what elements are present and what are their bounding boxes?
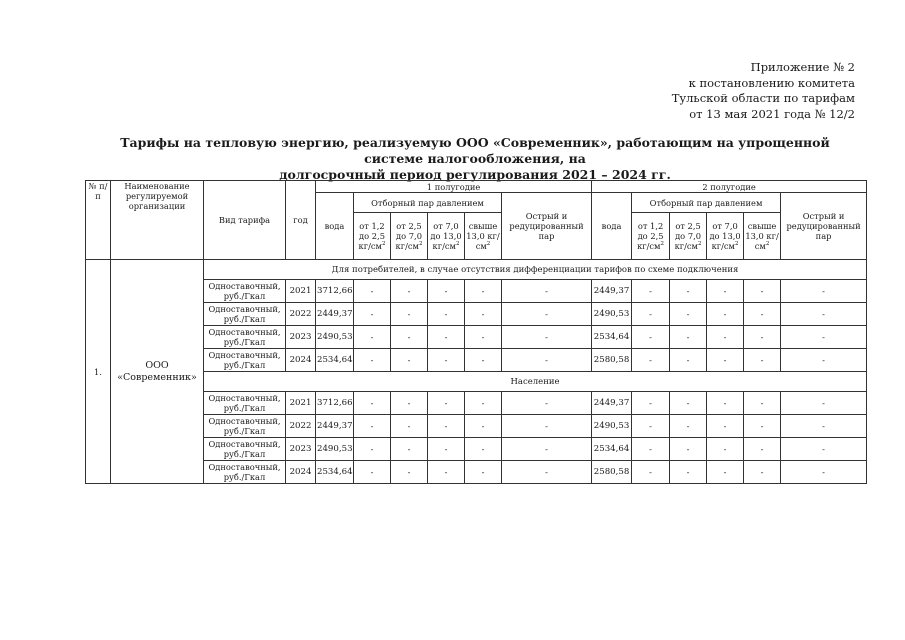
empty-dash-cell: - [391,303,428,326]
header-p2-2: от 2,5 до 7,0 $кг/см^2$ [670,213,707,260]
empty-dash-cell: - [428,303,465,326]
empty-dash-cell: - [744,392,781,415]
empty-dash-cell: - [707,461,744,484]
header-steam-2: Отборный пар давлением [632,193,781,213]
water-tariff-half-2: 2490,53 [592,415,632,438]
empty-dash-cell: - [428,392,465,415]
tariff-type-cell [204,438,286,461]
table-row [86,280,867,303]
water-tariff-half-1: 3712,66 [316,392,354,415]
empty-dash-cell: - [502,392,592,415]
tariff-table [85,180,867,484]
empty-dash-cell: - [465,392,502,415]
empty-dash-cell: - [670,326,707,349]
header-half-1: 1 полугодие [316,181,592,193]
empty-dash-cell: - [744,349,781,372]
empty-dash-cell: - [781,349,867,372]
empty-dash-cell: - [391,349,428,372]
empty-dash-cell: - [391,392,428,415]
empty-dash-cell: - [428,438,465,461]
appendix-line-4: от 13 мая 2021 года № 12/2 [689,106,855,121]
empty-dash-cell: - [465,280,502,303]
header-p4-1: свыше 13,0 $кг/см^2$ [465,213,502,260]
empty-dash-cell: - [744,461,781,484]
empty-dash-cell: - [744,415,781,438]
tariff-type-cell [204,326,286,349]
empty-dash-cell: - [781,461,867,484]
empty-dash-cell: - [502,438,592,461]
empty-dash-cell: - [391,461,428,484]
tariff-type-line-2: руб./Гкал [223,449,266,459]
header-year: год [286,181,316,260]
tariff-type-line-1: Одноставочный, [208,462,281,472]
empty-dash-cell: - [428,415,465,438]
water-tariff-half-2: 2580,58 [592,461,632,484]
empty-dash-cell: - [670,349,707,372]
year-cell: 2023 [286,438,316,461]
header-p3-2: от 7,0 до 13,0 $кг/см^2$ [707,213,744,260]
tariff-type-line-1: Одноставочный, [208,350,281,360]
header-org: Наименование регулируемой организации [111,181,204,260]
tariff-type-line-2: руб./Гкал [223,337,266,347]
empty-dash-cell: - [707,415,744,438]
tariff-type-cell [204,392,286,415]
empty-dash-cell: - [707,326,744,349]
empty-dash-cell: - [354,392,391,415]
table-row [86,392,867,415]
water-tariff-half-2: 2449,37 [592,392,632,415]
empty-dash-cell: - [502,303,592,326]
empty-dash-cell: - [354,349,391,372]
header-sharp-1: Острый и редуцированный пар [502,193,592,260]
water-tariff-half-1: 3712,66 [316,280,354,303]
header-p1-2: от 1,2 до 2,5 $кг/см^2$ [632,213,670,260]
appendix-line-3: Тульской области по тарифам [671,91,855,105]
table-row [86,349,867,372]
water-tariff-half-1: 2449,37 [316,415,354,438]
tariff-type-line-2: руб./Гкал [223,360,266,370]
header-p1-1: от 1,2 до 2,5 $кг/см^2$ [354,213,391,260]
empty-dash-cell: - [632,303,670,326]
empty-dash-cell: - [428,280,465,303]
header-steam-1: Отборный пар давлением [354,193,502,213]
empty-dash-cell: - [502,461,592,484]
empty-dash-cell: - [428,349,465,372]
year-cell: 2022 [286,415,316,438]
table-row [86,415,867,438]
empty-dash-cell: - [632,326,670,349]
empty-dash-cell: - [632,349,670,372]
empty-dash-cell: - [707,438,744,461]
row-number: 1. [86,260,111,484]
empty-dash-cell: - [632,461,670,484]
empty-dash-cell: - [465,461,502,484]
empty-dash-cell: - [670,415,707,438]
water-tariff-half-1: 2534,64 [316,349,354,372]
tariff-type-line-1: Одноставочный, [208,439,281,449]
empty-dash-cell: - [465,415,502,438]
empty-dash-cell: - [670,392,707,415]
tariff-type-line-1: Одноставочный, [208,327,281,337]
title-line-1: Тарифы на тепловую энергию, реализуемую ООО «Современник», работающим на упрощенной системе налогообложения, на [120,135,830,166]
empty-dash-cell: - [391,438,428,461]
empty-dash-cell: - [465,303,502,326]
empty-dash-cell: - [632,438,670,461]
water-tariff-half-2: 2580,58 [592,349,632,372]
header-tariff-type: Вид тарифа [204,181,286,260]
title-line-2: долгосрочный период регулирования 2021 – 2024 гг. [279,167,671,182]
tariff-type-line-1: Одноставочный, [208,281,281,291]
water-tariff-half-1: 2490,53 [316,326,354,349]
empty-dash-cell: - [354,280,391,303]
empty-dash-cell: - [502,415,592,438]
empty-dash-cell: - [354,461,391,484]
appendix-line-2: к постановлению комитета [688,75,855,90]
empty-dash-cell: - [707,392,744,415]
empty-dash-cell: - [707,349,744,372]
tariff-type-cell [204,461,286,484]
category-row-label: Население [204,372,867,392]
header-p3-1: от 7,0 до 13,0 $кг/см^2$ [428,213,465,260]
table-row [86,461,867,484]
empty-dash-cell: - [391,280,428,303]
year-cell: 2021 [286,392,316,415]
empty-dash-cell: - [781,280,867,303]
empty-dash-cell: - [781,415,867,438]
tariff-type-cell [204,280,286,303]
empty-dash-cell: - [670,280,707,303]
org-name-line-2: «Современник» [117,371,197,383]
empty-dash-cell: - [744,326,781,349]
empty-dash-cell: - [744,303,781,326]
empty-dash-cell: - [632,392,670,415]
tariff-type-cell [204,303,286,326]
empty-dash-cell: - [391,415,428,438]
tariff-type-line-2: руб./Гкал [223,403,266,413]
empty-dash-cell: - [465,349,502,372]
header-num: № п/п [86,181,111,260]
empty-dash-cell: - [670,438,707,461]
tariff-type-line-2: руб./Гкал [223,291,266,301]
tariff-type-cell [204,415,286,438]
empty-dash-cell: - [354,303,391,326]
empty-dash-cell: - [670,303,707,326]
year-cell: 2024 [286,461,316,484]
tariff-type-line-2: руб./Гкал [223,426,266,436]
empty-dash-cell: - [354,438,391,461]
water-tariff-half-1: 2490,53 [316,438,354,461]
org-name [111,260,204,484]
table-row [86,438,867,461]
header-water-1: вода [316,193,354,260]
appendix-block [672,60,855,122]
empty-dash-cell: - [781,392,867,415]
empty-dash-cell: - [781,326,867,349]
table-row [86,303,867,326]
empty-dash-cell: - [428,461,465,484]
water-tariff-half-2: 2534,64 [592,326,632,349]
header-water-2: вода [592,193,632,260]
empty-dash-cell: - [744,438,781,461]
water-tariff-half-1: 2534,64 [316,461,354,484]
empty-dash-cell: - [781,438,867,461]
empty-dash-cell: - [391,326,428,349]
empty-dash-cell: - [707,280,744,303]
tariff-type-line-2: руб./Гкал [223,314,266,324]
empty-dash-cell: - [354,326,391,349]
empty-dash-cell: - [502,349,592,372]
empty-dash-cell: - [502,280,592,303]
category-row-label: Для потребителей, в случае отсутствия дифференциации тарифов по схеме подключения [204,260,867,280]
water-tariff-half-1: 2449,37 [316,303,354,326]
year-cell: 2024 [286,349,316,372]
tariff-type-line-1: Одноставочный, [208,393,281,403]
empty-dash-cell: - [502,326,592,349]
tariff-type-line-1: Одноставочный, [208,416,281,426]
empty-dash-cell: - [428,326,465,349]
year-cell: 2022 [286,303,316,326]
year-cell: 2021 [286,280,316,303]
header-half-2: 2 полугодие [592,181,867,193]
tariff-type-line-1: Одноставочный, [208,304,281,314]
org-name-line-1: ООО [145,359,169,371]
empty-dash-cell: - [781,303,867,326]
empty-dash-cell: - [707,303,744,326]
header-p2-1: от 2,5 до 7,0 $кг/см^2$ [391,213,428,260]
table-row [86,326,867,349]
empty-dash-cell: - [465,326,502,349]
water-tariff-half-2: 2490,53 [592,303,632,326]
empty-dash-cell: - [670,461,707,484]
header-sharp-2: Острый и редуцированный пар [781,193,867,260]
water-tariff-half-2: 2534,64 [592,438,632,461]
header-p4-2: свыше 13,0 $кг/см^2$ [744,213,781,260]
tariff-type-cell [204,349,286,372]
empty-dash-cell: - [465,438,502,461]
empty-dash-cell: - [632,415,670,438]
empty-dash-cell: - [632,280,670,303]
empty-dash-cell: - [354,415,391,438]
document-title [90,135,860,183]
year-cell: 2023 [286,326,316,349]
empty-dash-cell: - [744,280,781,303]
water-tariff-half-2: 2449,37 [592,280,632,303]
tariff-type-line-2: руб./Гкал [223,472,266,482]
appendix-line-1: Приложение № 2 [750,60,855,74]
